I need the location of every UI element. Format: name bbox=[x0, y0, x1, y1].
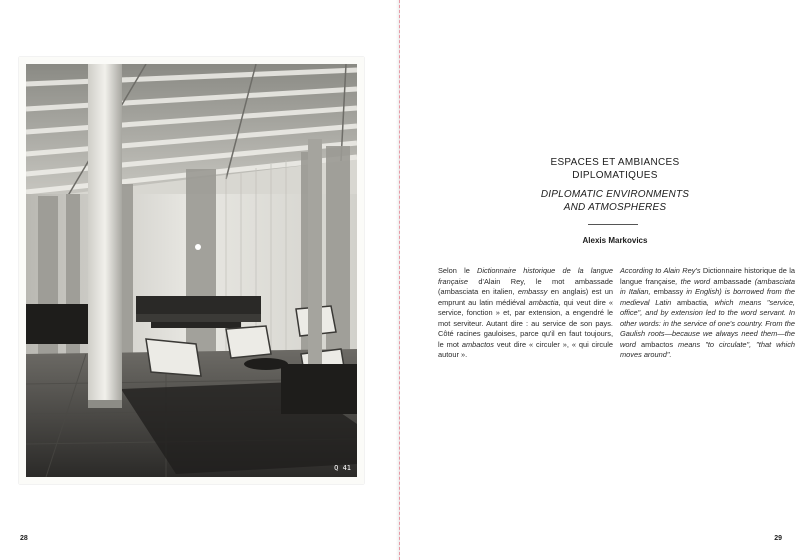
text-run: d'Alain Rey, le mot ambassade (ambasciata en italien, bbox=[438, 276, 616, 296]
title-english-line-1: DIPLOMATIC ENVIRONMENTS bbox=[540, 189, 690, 200]
right-page bbox=[400, 0, 800, 560]
text-run: Dictionnaire historique de la langue française bbox=[620, 266, 798, 286]
text-run: ambassade bbox=[713, 276, 752, 286]
page-number-left: 28 bbox=[20, 535, 28, 542]
text-run-italic: means "to circulate", "that which moves around". bbox=[620, 339, 798, 359]
text-run-italic: Dictionnaire historique de la langue française bbox=[438, 266, 616, 286]
title-french-line-1: ESPACES ET AMBIANCES bbox=[550, 157, 680, 168]
body-column-french bbox=[438, 266, 616, 361]
text-run-italic: (ambasciata in Italian, bbox=[620, 276, 798, 296]
text-run: en anglais) est un emprunt au latin médiéval bbox=[438, 287, 616, 307]
author-name: Alexis Markovics bbox=[582, 236, 648, 245]
text-run: ambactia bbox=[676, 297, 707, 307]
photo-negative-number: Q 41 bbox=[334, 464, 351, 472]
title-french-line-2: DIPLOMATIQUES bbox=[572, 170, 658, 181]
text-run-italic: in English) is borrowed from the medieval Latin bbox=[620, 287, 798, 307]
text-run-italic: embassy bbox=[517, 287, 548, 296]
photo-image bbox=[26, 64, 357, 477]
title-french bbox=[530, 156, 700, 182]
text-run-italic: ambactos bbox=[461, 339, 494, 349]
title-divider bbox=[588, 224, 638, 225]
text-run-italic: , which means "service, office", and by extension led to the word servant. In other words: in the service of one's country. From the Gaulish roots—because we always need them—the word bbox=[620, 297, 798, 349]
text-run-italic: , the word bbox=[675, 276, 714, 286]
title-english-line-2: AND ATMOSPHERES bbox=[563, 202, 667, 213]
text-run-italic: ambactia bbox=[528, 297, 559, 307]
text-run: veut dire « circuler », « qui circule autour ». bbox=[438, 339, 616, 359]
lounge-interior-photograph bbox=[26, 64, 357, 477]
title-english bbox=[530, 188, 700, 214]
body-column-english bbox=[620, 266, 798, 361]
text-run: embassy bbox=[653, 287, 684, 296]
text-run: , qui veut dire « service, fonction » et, par extension, a engendré le mot serviteur. Autant dire : au service de son pays. Côté racines gauloises, parce qu'il en faut toujours, le mot bbox=[438, 297, 616, 349]
text-run-italic: According to Alain Rey's bbox=[620, 266, 703, 275]
text-run: Selon le bbox=[438, 266, 478, 275]
photo-print bbox=[19, 57, 364, 484]
page-number-right: 29 bbox=[774, 535, 782, 542]
text-run: ambactos bbox=[641, 339, 674, 349]
